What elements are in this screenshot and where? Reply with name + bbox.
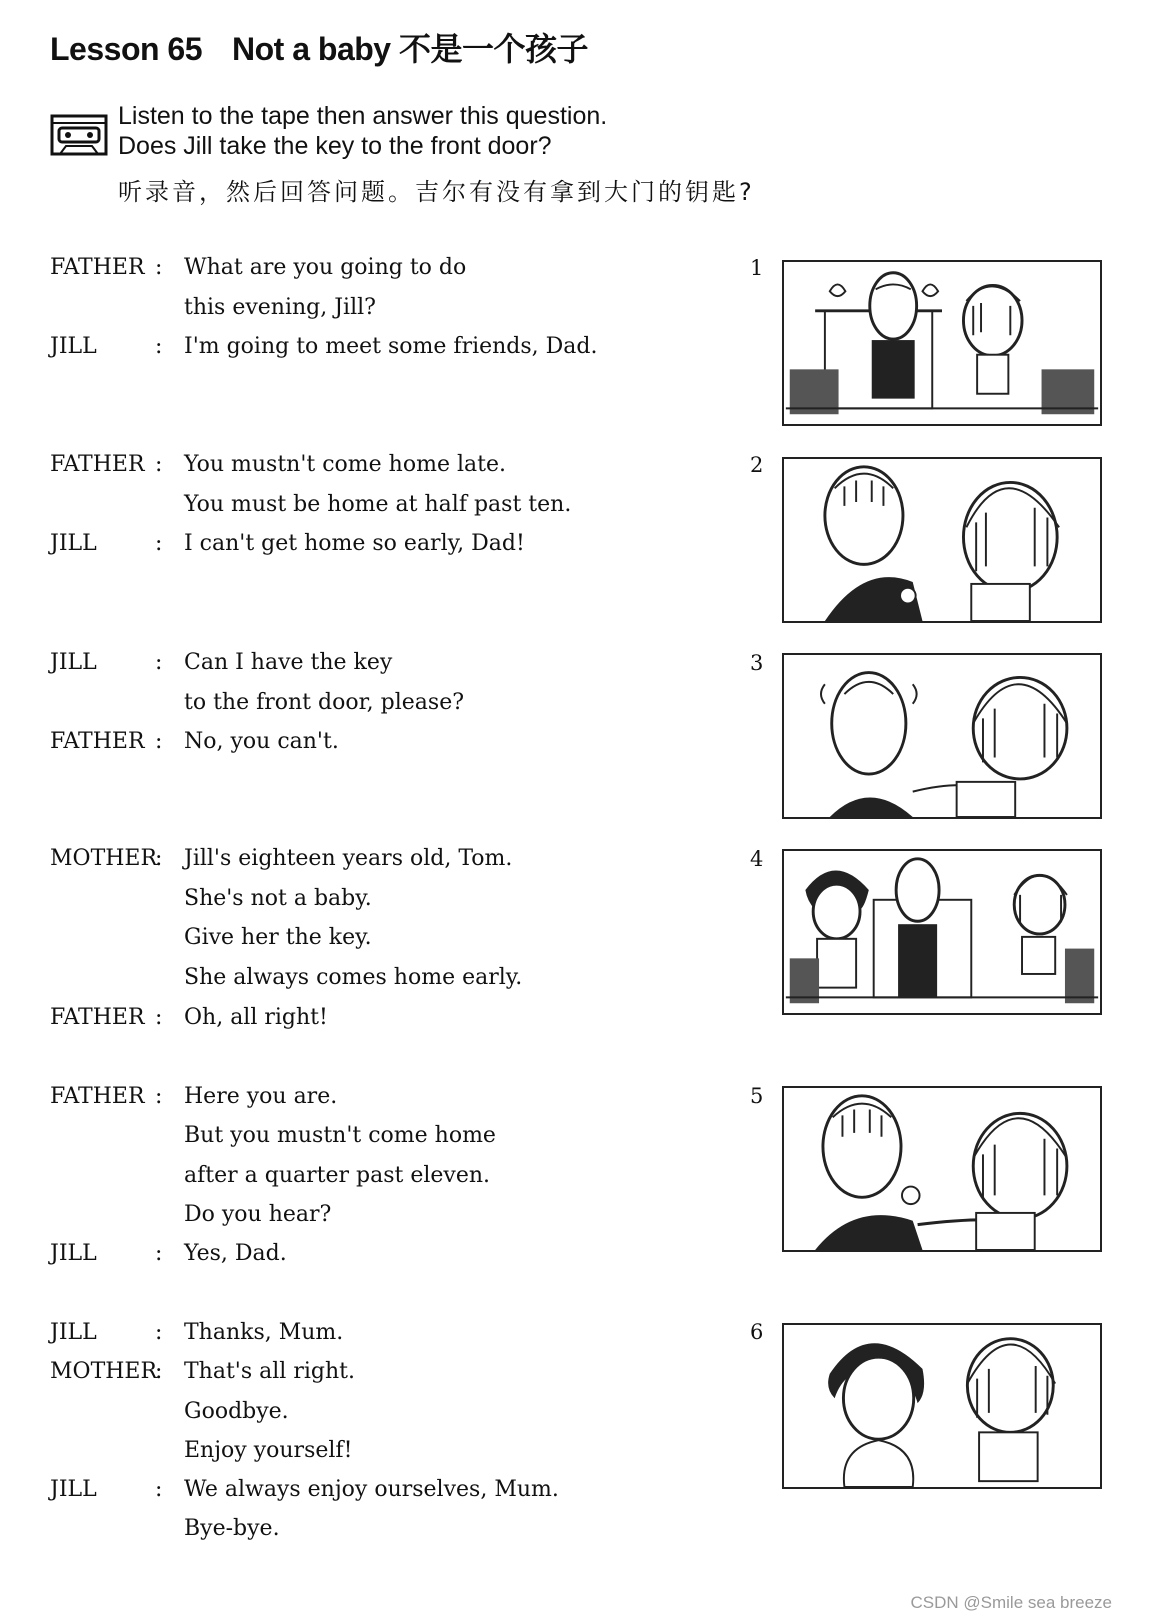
speaker-colon: : bbox=[155, 255, 163, 280]
speaker-colon: : bbox=[155, 1241, 163, 1266]
cartoon-picture-2 bbox=[782, 457, 1102, 623]
lesson-english-title: Not a baby bbox=[232, 31, 391, 67]
speech-text: Oh, all right! bbox=[184, 1005, 328, 1030]
speech-text: to the front door, please? bbox=[184, 690, 465, 715]
cartoon-picture-5 bbox=[782, 1086, 1102, 1252]
speech-text: We always enjoy ourselves, Mum. bbox=[184, 1477, 559, 1502]
chinese-instruction: 听录音，然后回答问题。吉尔有没有拿到大门的钥匙? bbox=[118, 178, 755, 206]
speech-text: Enjoy yourself! bbox=[184, 1438, 353, 1463]
speaker-colon: : bbox=[155, 1320, 163, 1345]
instruction-line-1: Listen to the tape then answer this question. bbox=[118, 102, 608, 130]
speaker-name: MOTHER bbox=[50, 846, 158, 871]
speaker-name: FATHER bbox=[50, 1084, 145, 1109]
speech-text: Can I have the key bbox=[184, 650, 393, 675]
speech-text: She's not a baby. bbox=[184, 886, 372, 911]
watermark: CSDN @Smile sea breeze bbox=[910, 1593, 1112, 1612]
jill-asking-for-key-illustration bbox=[784, 655, 1100, 817]
picture-number: 1 bbox=[750, 256, 764, 280]
speaker-colon: : bbox=[155, 1477, 163, 1502]
speaker-name: JILL bbox=[50, 1320, 97, 1345]
speech-text: this evening, Jill? bbox=[184, 295, 376, 320]
father-giving-key-illustration bbox=[784, 1088, 1100, 1250]
speaker-name: JILL bbox=[50, 334, 97, 359]
speech-text: That's all right. bbox=[184, 1359, 355, 1384]
speech-text: She always comes home early. bbox=[184, 965, 523, 990]
cassette-tape-icon bbox=[50, 114, 108, 156]
father-and-jill-in-living-room-illustration bbox=[784, 262, 1100, 424]
lesson-number: Lesson 65 bbox=[50, 31, 203, 67]
speech-text: I'm going to meet some friends, Dad. bbox=[184, 334, 598, 359]
speech-text: What are you going to do bbox=[184, 255, 467, 280]
speaker-colon: : bbox=[155, 1005, 163, 1030]
speaker-colon: : bbox=[155, 334, 163, 359]
picture-number: 4 bbox=[750, 847, 764, 871]
speaker-name: JILL bbox=[50, 650, 97, 675]
father-pointing-at-watch-illustration bbox=[784, 459, 1100, 621]
picture-number: 6 bbox=[750, 1320, 764, 1344]
picture-number: 5 bbox=[750, 1084, 764, 1108]
cartoon-picture-4 bbox=[782, 849, 1102, 1015]
speech-text: Yes, Dad. bbox=[184, 1241, 287, 1266]
speech-text: after a quarter past eleven. bbox=[184, 1163, 491, 1188]
speaker-name: FATHER bbox=[50, 729, 145, 754]
speaker-name: JILL bbox=[50, 1241, 97, 1266]
speech-text: Jill's eighteen years old, Tom. bbox=[184, 846, 513, 871]
speaker-colon: : bbox=[155, 1084, 163, 1109]
speech-text: You must be home at half past ten. bbox=[184, 492, 572, 517]
speaker-colon: : bbox=[155, 452, 163, 477]
speaker-colon: : bbox=[155, 729, 163, 754]
speaker-name: JILL bbox=[50, 531, 97, 556]
speaker-colon: : bbox=[155, 531, 163, 556]
speech-text: You mustn't come home late. bbox=[184, 452, 506, 477]
speaker-name: JILL bbox=[50, 1477, 97, 1502]
lesson-title bbox=[50, 24, 588, 70]
speaker-name: FATHER bbox=[50, 452, 145, 477]
speech-text: Thanks, Mum. bbox=[184, 1320, 344, 1345]
speaker-colon: : bbox=[155, 846, 163, 871]
speaker-colon: : bbox=[155, 1359, 163, 1384]
speaker-colon: : bbox=[155, 650, 163, 675]
cartoon-picture-6 bbox=[782, 1323, 1102, 1489]
lesson-chinese-title: 不是一个孩子 bbox=[398, 31, 588, 67]
speaker-name: FATHER bbox=[50, 255, 145, 280]
speaker-name: FATHER bbox=[50, 1005, 145, 1030]
speech-text: I can't get home so early, Dad! bbox=[184, 531, 525, 556]
speech-text: Goodbye. bbox=[184, 1399, 289, 1424]
cartoon-picture-3 bbox=[782, 653, 1102, 819]
speech-text: Give her the key. bbox=[184, 925, 372, 950]
question-line: Does Jill take the key to the front door? bbox=[118, 132, 552, 160]
mother-and-jill-goodbye-illustration bbox=[784, 1325, 1100, 1487]
mother-father-jill-illustration bbox=[784, 851, 1100, 1013]
speech-text: But you mustn't come home bbox=[184, 1123, 496, 1148]
speech-text: Bye-bye. bbox=[184, 1516, 280, 1541]
cartoon-picture-1 bbox=[782, 260, 1102, 426]
picture-number: 3 bbox=[750, 651, 764, 675]
speaker-name: MOTHER bbox=[50, 1359, 158, 1384]
speech-text: Here you are. bbox=[184, 1084, 338, 1109]
speech-text: Do you hear? bbox=[184, 1202, 332, 1227]
speech-text: No, you can't. bbox=[184, 729, 339, 754]
picture-number: 2 bbox=[750, 453, 764, 477]
